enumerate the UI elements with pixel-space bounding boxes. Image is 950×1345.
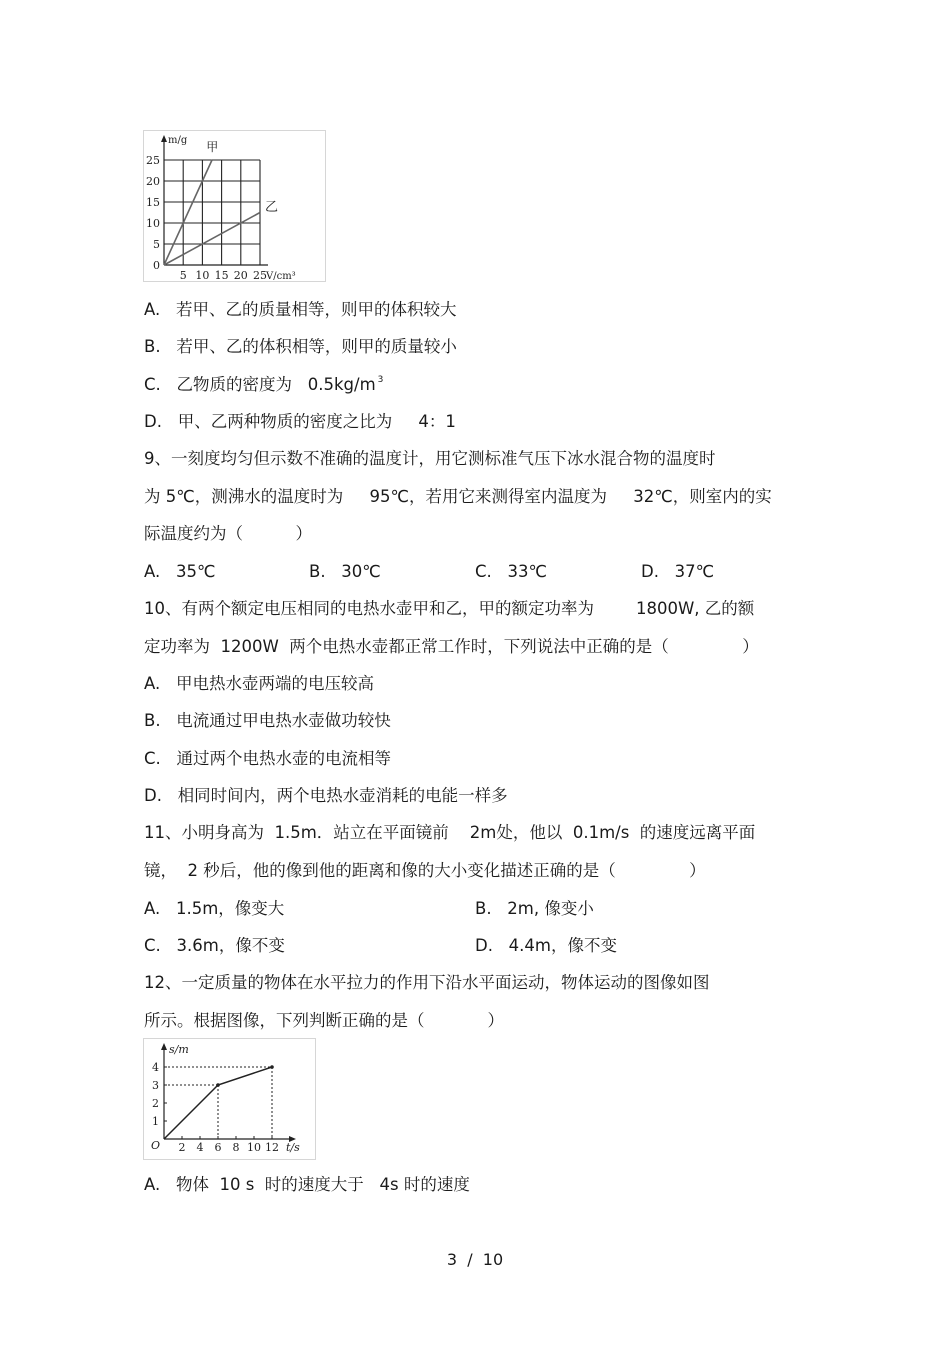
option-text: 乙物质的密度为 0.5kg/m [176, 375, 376, 394]
q8-option-d [144, 411, 456, 433]
q11-option-c: C. 3.6m，像不变 [144, 936, 285, 955]
x-tick-label: 20 [233, 269, 248, 281]
x-tick-label: 10 [247, 1141, 261, 1154]
q10-option-b: B. 电流通过甲电热水壶做功较快 [144, 711, 391, 730]
q11-option-d: D. 4.4m，像不变 [475, 936, 617, 955]
x-tick-label: 10 [195, 269, 210, 281]
q8-option-b [144, 336, 457, 358]
q11-stem-line-1: 11、小明身高为 1.5m．站立在平面镜前 2m处，他以 0.1m/s 的速度远离平面 [144, 823, 756, 842]
y-tick-label: 25 [146, 154, 160, 167]
x-tick-label: 6 [214, 1141, 222, 1154]
x-tick-label: 4 [196, 1141, 204, 1154]
series-label-jia: 甲 [206, 140, 219, 154]
x-axis-label: t/s [286, 1141, 300, 1154]
q10-option-c: C. 通过两个电热水壶的电流相等 [144, 749, 392, 768]
distance-time-graph-svg [144, 1039, 315, 1159]
x-tick-label: 12 [265, 1141, 279, 1154]
q10-stem-line-2: 定功率为 1200W 两个电热水壶都正常工作时，下列说法中正确的是（ ） [144, 637, 759, 656]
x-tick-label: 8 [232, 1141, 240, 1154]
q10-stem-line-1: 10、有两个额定电压相同的电热水壶甲和乙，甲的额定功率为 1800W, 乙的额 [144, 599, 755, 618]
y-axis-label: m/g [168, 135, 188, 146]
y-tick-label: 4 [152, 1061, 159, 1074]
series-label-yi: 乙 [265, 200, 279, 216]
q10-option-d: D. 相同时间内，两个电热水壶消耗的电能一样多 [144, 786, 508, 805]
y-tick-label: 3 [152, 1079, 159, 1092]
q12-stem-line-1: 12、一定质量的物体在水平拉力的作用下沿水平面运动，物体运动的图像如图 [144, 973, 710, 992]
q9-option-d: D. 37℃ [641, 562, 715, 581]
q9-stem-line-2: 为 5℃，测沸水的温度时为 95℃，若用它来测得室内温度为 32℃，则室内的实 [144, 487, 772, 506]
x-axis-label: V/cm³ [266, 271, 296, 281]
option-text: 若甲、乙的体积相等，则甲的质量较小 [176, 337, 457, 356]
q9-stem-line-1: 9、一刻度均匀但示数不准确的温度计，用它测标准气压下冰水混合物的温度时 [144, 449, 716, 468]
x-tick-label: 2 [178, 1141, 186, 1154]
q8-option-a [144, 299, 457, 321]
y-tick-label: 5 [153, 238, 160, 251]
q11-stem-line-2: 镜， 2 秒后，他的像到他的距离和像的大小变化描述正确的是（ ） [144, 861, 706, 880]
q12-stem-line-2: 所示。根据图像，下列判断正确的是（ ） [144, 1011, 504, 1030]
q9-stem-line-3: 际温度约为（ ） [144, 524, 312, 543]
data-point [270, 1065, 274, 1069]
x-tick-label: 5 [179, 269, 187, 281]
option-letter: D. [144, 412, 162, 431]
q12-option-a: A. 物体 10 s 时的速度大于 4s 时的速度 [144, 1175, 470, 1194]
y-tick-label: 2 [152, 1097, 159, 1110]
y-axis-arrow [161, 135, 167, 142]
x-tick-label: 25 [253, 269, 267, 281]
y-tick-label: 1 [152, 1115, 159, 1128]
y-tick-label: 10 [146, 217, 160, 230]
y-axis-label: s/m [169, 1043, 189, 1056]
x-tick-label: 15 [214, 269, 229, 281]
y-tick-label: 20 [146, 175, 160, 188]
series-line-jia [164, 160, 212, 265]
option-text: 甲、乙两种物质的密度之比为 4：1 [177, 412, 456, 431]
mass-volume-graph-svg [144, 131, 325, 281]
option-text: 若甲、乙的质量相等，则甲的体积较大 [176, 300, 457, 319]
q8-option-c [144, 374, 383, 399]
data-point [216, 1083, 220, 1087]
q11-option-b: B. 2m, 像变小 [475, 899, 594, 918]
option-letter: A. [144, 300, 161, 319]
q11-option-a: A. 1.5m，像变大 [144, 899, 285, 918]
y-tick-label: 15 [146, 196, 160, 209]
mass-volume-graph [143, 130, 326, 282]
distance-time-graph [143, 1038, 316, 1160]
series-line-yi [164, 213, 260, 266]
y-axis-arrow [161, 1043, 167, 1050]
page-number: 3 / 10 [446, 1250, 504, 1269]
option-letter: C. [144, 375, 161, 394]
q9-option-a: A. 35℃ [144, 562, 216, 581]
origin-label: O [151, 1139, 161, 1152]
q9-option-b: B. 30℃ [309, 562, 381, 581]
q9-option-c: C. 33℃ [475, 562, 548, 581]
option-letter: B. [144, 337, 161, 356]
origin-label: 0 [153, 259, 160, 272]
superscript: 3 [377, 375, 384, 385]
q10-option-a: A. 甲电热水壶两端的电压较高 [144, 674, 374, 693]
